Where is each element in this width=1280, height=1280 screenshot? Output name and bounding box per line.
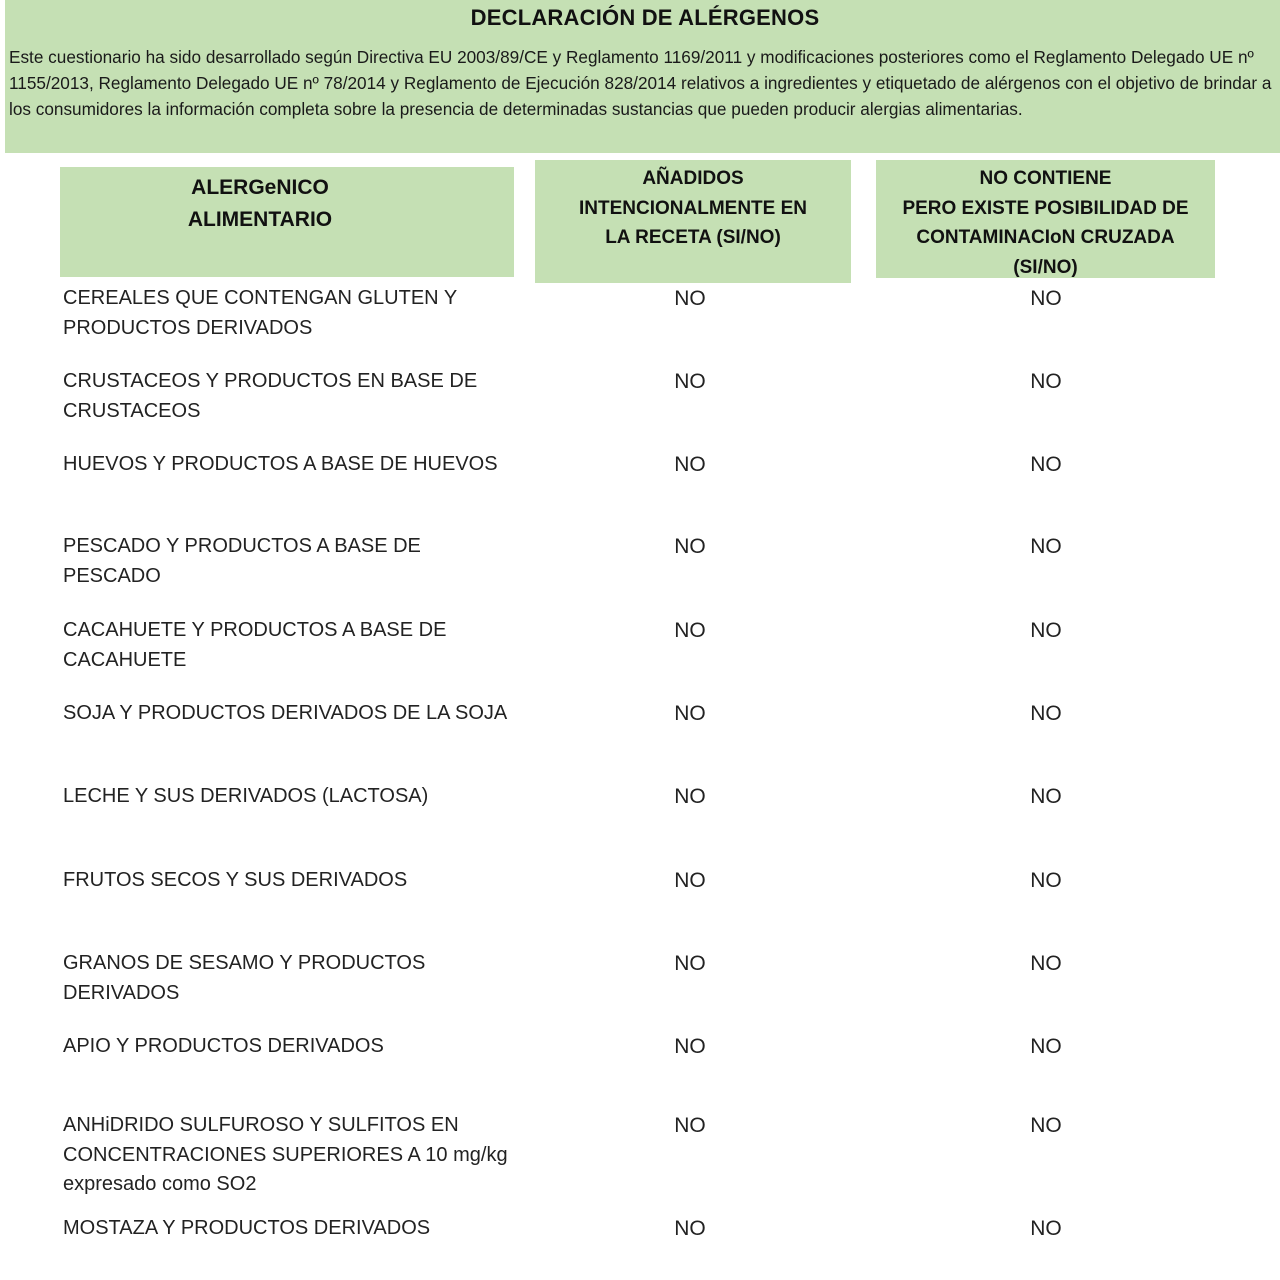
table-row [0, 1111, 1280, 1195]
allergen-name [63, 284, 523, 343]
added-intentionally-value: NO [674, 287, 706, 310]
allergen-name-line: MOSTAZA Y PRODUCTOS DERIVADOS [63, 1217, 431, 1239]
added-intentionally-value: NO [674, 1035, 706, 1058]
allergen-name-line: LECHE Y SUS DERIVADOS (LACTOSA) [63, 785, 429, 807]
added-intentionally-value: NO [674, 952, 706, 975]
allergen-name-line: CEREALES QUE CONTENGAN GLUTEN Y [63, 287, 458, 309]
allergen-name [63, 1032, 523, 1062]
allergen-name [63, 616, 523, 675]
header-cross-line: CONTAMINACIoN CRUZADA [916, 227, 1175, 248]
header-cross-line: NO CONTIENE [979, 168, 1112, 189]
cross-contamination-value: NO [1030, 619, 1062, 642]
header-allergen [60, 167, 514, 277]
cross-contamination-value: NO [1030, 702, 1062, 725]
allergen-name-line: FRUTOS SECOS Y SUS DERIVADOS [63, 869, 408, 891]
header-added-line: LA RECETA (SI/NO) [605, 227, 781, 248]
allergen-name-line: HUEVOS Y PRODUCTOS A BASE DE HUEVOS [63, 453, 498, 475]
added-intentionally-value: NO [674, 785, 706, 808]
header-cross-line: (SI/NO) [1013, 256, 1078, 278]
header-added-line: INTENCIONALMENTE EN [579, 197, 807, 219]
table-row [0, 949, 1280, 1004]
allergen-name-line: ANHiDRIDO SULFUROSO Y SULFITOS EN [63, 1114, 459, 1136]
header-cross-line: PERO EXISTE POSIBILIDAD DE [902, 197, 1189, 219]
allergen-name [63, 782, 523, 812]
allergen-name-line: expresado como SO2 [63, 1173, 257, 1195]
added-intentionally-value: NO [674, 1217, 706, 1240]
added-intentionally-value: NO [674, 619, 706, 642]
added-intentionally-value: NO [674, 535, 706, 558]
allergen-name-line: PESCADO Y PRODUCTOS A BASE DE PESCADO [63, 535, 421, 587]
allergen-name-line: APIO Y PRODUCTOS DERIVADOS [63, 1035, 384, 1057]
cross-contamination-value: NO [1030, 287, 1062, 310]
document-title: DECLARACIÓN DE ALÉRGENOS [470, 5, 820, 30]
table-row [0, 450, 1280, 480]
header-allergen-text [6, 172, 514, 236]
allergen-name [63, 866, 523, 896]
added-intentionally-value: NO [674, 370, 706, 393]
cross-contamination-value: NO [1030, 1114, 1062, 1137]
allergen-name [63, 1214, 523, 1244]
allergen-name-line: CACAHUETE [63, 648, 187, 671]
table-row [0, 1032, 1280, 1062]
cross-contamination-value: NO [1030, 1217, 1062, 1240]
allergen-name-line: CRUSTACEOS Y PRODUCTOS EN BASE DE [63, 370, 478, 392]
table-row [0, 699, 1280, 729]
allergen-name [63, 367, 523, 426]
header-added [535, 160, 851, 283]
allergen-name [63, 450, 523, 480]
allergen-name [63, 699, 523, 729]
cross-contamination-value: NO [1030, 785, 1062, 808]
allergen-name [63, 1111, 523, 1200]
table-row [0, 532, 1280, 587]
allergen-name-line: CONCENTRACIONES SUPERIORES A 10 mg/kg [63, 1143, 508, 1166]
added-intentionally-value: NO [674, 1114, 706, 1137]
cross-contamination-value: NO [1030, 1035, 1062, 1058]
header-allergen-line: ALERGeNICO [191, 176, 329, 199]
allergen-name [63, 949, 523, 1008]
added-intentionally-value: NO [674, 869, 706, 892]
allergen-name-line: DERIVADOS [63, 981, 180, 1004]
table-row [0, 1214, 1280, 1244]
allergen-name-line: GRANOS DE SESAMO Y PRODUCTOS [63, 952, 426, 974]
allergen-name-line: SOJA Y PRODUCTOS DERIVADOS DE LA SOJA [63, 702, 508, 724]
intro-paragraph: Este cuestionario ha sido desarrollado según Directiva EU 2003/89/CE y Reglamento 1169/2011 y modificaciones posteriores como el Reglamento Delegado UE nº 1155/2013, Reglamento Delegado UE nº 78/2014 y Reglamento de Ejecución 828/2014 relativos a ingredientes y etiquetado de alérgenos con el objetivo de brindar a los consumidores la información completa sobre la presencia de determinadas sustancias que pueden producir alergias alimentarias. [9, 47, 1272, 119]
cross-contamination-value: NO [1030, 535, 1062, 558]
added-intentionally-value: NO [674, 702, 706, 725]
header-added-line: AÑADIDOS [642, 168, 744, 189]
cross-contamination-value: NO [1030, 370, 1062, 393]
cross-contamination-value: NO [1030, 869, 1062, 892]
allergen-name [63, 532, 523, 591]
table-row [0, 367, 1280, 422]
allergen-name-line: CACAHUETE Y PRODUCTOS A BASE DE [63, 619, 447, 641]
allergen-name-line: CRUSTACEOS [63, 399, 201, 422]
table-row [0, 284, 1280, 339]
table-row [0, 616, 1280, 671]
added-intentionally-value: NO [674, 453, 706, 476]
allergen-name-line: PRODUCTOS DERIVADOS [63, 316, 313, 339]
table-row [0, 782, 1280, 812]
header-cross-contamination [876, 160, 1215, 278]
cross-contamination-value: NO [1030, 952, 1062, 975]
header-allergen-line: ALIMENTARIO [187, 208, 333, 231]
cross-contamination-value: NO [1030, 453, 1062, 476]
table-row [0, 866, 1280, 896]
